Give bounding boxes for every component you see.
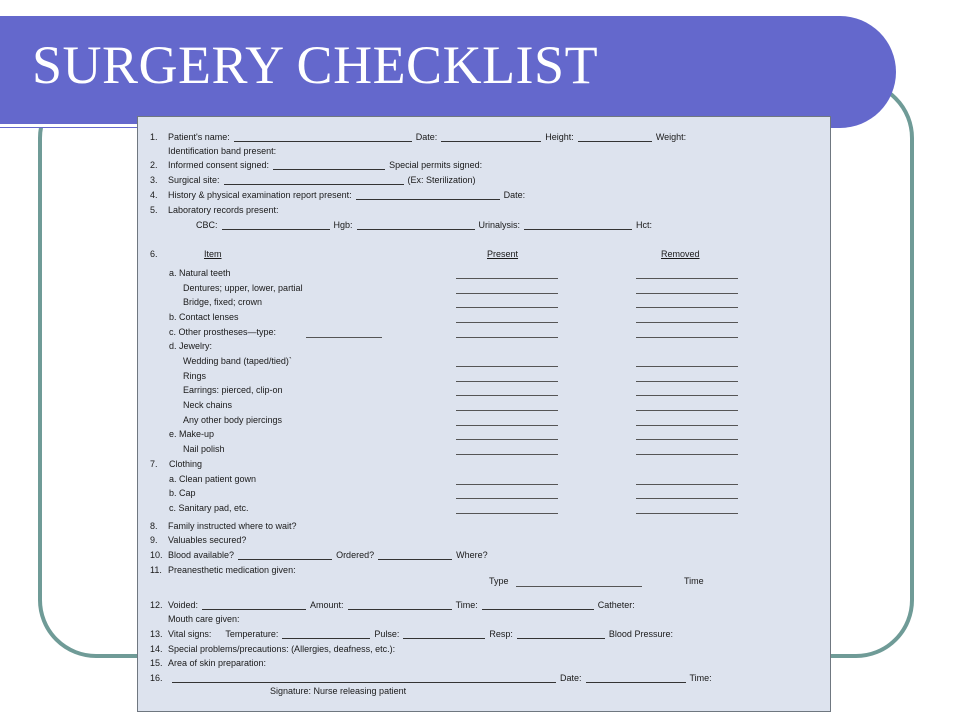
patient-name-field[interactable] — [234, 132, 412, 142]
removed-field[interactable] — [636, 454, 738, 455]
removed-field[interactable] — [636, 439, 738, 440]
urinalysis-field[interactable] — [524, 220, 632, 230]
item-label: b. Cap — [169, 488, 196, 498]
item-label: Any other body piercings — [183, 415, 283, 425]
present-field[interactable] — [456, 484, 558, 485]
site-field[interactable] — [224, 175, 404, 185]
row-vitals: 13. Vital signs: Temperature: Pulse: Resp: Blood Pressure: — [150, 629, 673, 639]
blood-field[interactable] — [238, 550, 332, 560]
checklist-form: 1. Patient's name: Date: Height: Weight: Identification band present: 2. Informed consent signed: Special permits signed: 3. Surgical site: (Ex: Sterilization) 4. History & physical examination report present: Date: 5. Laboratory records present: CBC: Hgb: Urinalysis: Hct: 6. Item Present Removed a. Natural teeth Dentures; upper, lower, partial Bridge, fixed; crown b. Contact lenses c. Other prostheses—type: d. Jewelry: Wedding band (taped/tied)` Rings Earrings: pierced, clip-on Neck chains Any other body piercings e. Make-up Nail polish 7. Clothing a. Clean patient gown b. Cap c. Sanitary pad, etc. 8. Family instructed where to wait? 9. Valuables secured? 10. Blood available? Ordered? Where? 11. Preanesthetic medication given: Type Time 12. Voided: Amount: Time: Catheter: Mouth care given: 13. Vital signs: Temperature: Pulse: Resp: Blood Pressure: 14. Special problems/precautions: (Allergies, deafness, etc.): 15. Area of skin preparation: 16. Date: Time: Signature: Nurse releasing patient — [137, 116, 831, 712]
item-label: Nail polish — [183, 444, 225, 454]
removed-field[interactable] — [636, 498, 738, 499]
present-field[interactable] — [456, 307, 558, 308]
cbc-field[interactable] — [222, 220, 330, 230]
item-label: a. Natural teeth — [169, 268, 231, 278]
removed-field[interactable] — [636, 366, 738, 367]
ordered-field[interactable] — [378, 550, 452, 560]
voided-field[interactable] — [202, 600, 306, 610]
row-preanesthetic: 11. Preanesthetic medication given: — [150, 565, 296, 575]
row-problems: 14. Special problems/precautions: (Allergies, deafness, etc.): — [150, 644, 396, 654]
date-field[interactable] — [441, 132, 541, 142]
banner-divider — [0, 124, 140, 127]
pulse-field[interactable] — [403, 629, 485, 639]
removed-header: Removed — [661, 249, 700, 259]
patient-name-label: Patient's name: — [168, 132, 230, 142]
resp-field[interactable] — [517, 629, 605, 639]
item-header: Item — [204, 249, 222, 259]
row-lab-values: CBC: Hgb: Urinalysis: Hct: — [196, 220, 653, 230]
item-label: c. Other prostheses—type: — [169, 327, 277, 337]
item-label: Bridge, fixed; crown — [183, 297, 263, 307]
removed-field[interactable] — [636, 395, 738, 396]
removed-field[interactable] — [636, 513, 738, 514]
height-field[interactable] — [578, 132, 652, 142]
item-label: e. Make-up — [169, 429, 215, 439]
slide-title: SURGERY CHECKLIST — [32, 35, 599, 95]
item-label: Neck chains — [183, 400, 233, 410]
row-history: 4. History & physical examination report present: Date: — [150, 190, 526, 200]
present-field[interactable] — [456, 410, 558, 411]
row-skin-prep: 15. Area of skin preparation: — [150, 658, 267, 668]
present-field[interactable] — [456, 425, 558, 426]
present-field[interactable] — [456, 293, 558, 294]
row-blood: 10. Blood available? Ordered? Where? — [150, 550, 488, 560]
row-patient: 1. Patient's name: Date: Height: Weight: — [150, 132, 687, 142]
amount-field[interactable] — [348, 600, 452, 610]
signature-field[interactable] — [172, 673, 556, 683]
consent-field[interactable] — [273, 160, 385, 170]
row-lab: 5. Laboratory records present: — [150, 205, 279, 215]
row-signature: 16. Date: Time: — [150, 673, 712, 683]
present-header: Present — [487, 249, 519, 259]
release-date-field[interactable] — [586, 673, 686, 683]
item-label: Earrings: pierced, clip-on — [183, 385, 283, 395]
item-label: Dentures; upper, lower, partial — [183, 283, 303, 293]
removed-field[interactable] — [636, 322, 738, 323]
prostheses-type-field[interactable] — [306, 337, 382, 338]
removed-field[interactable] — [636, 381, 738, 382]
present-field[interactable] — [456, 439, 558, 440]
height-label: Height: — [545, 132, 574, 142]
signature-caption: Signature: Nurse releasing patient — [270, 686, 407, 696]
present-field[interactable] — [456, 498, 558, 499]
removed-field[interactable] — [636, 337, 738, 338]
present-field[interactable] — [456, 395, 558, 396]
history-field[interactable] — [356, 190, 500, 200]
row-id-band: Identification band present: — [168, 146, 277, 156]
removed-field[interactable] — [636, 278, 738, 279]
row-voided: 12. Voided: Amount: Time: Catheter: — [150, 600, 635, 610]
item-label: Rings — [183, 371, 207, 381]
medication-type-field[interactable] — [516, 586, 642, 587]
removed-field[interactable] — [636, 425, 738, 426]
present-field[interactable] — [456, 381, 558, 382]
row-consent: 2. Informed consent signed: Special permits signed: — [150, 160, 483, 170]
temperature-field[interactable] — [282, 629, 370, 639]
item-label: Clothing — [169, 459, 203, 469]
row-site: 3. Surgical site: (Ex: Sterilization) — [150, 175, 476, 185]
voided-time-field[interactable] — [482, 600, 594, 610]
removed-field[interactable] — [636, 293, 738, 294]
date-label: Date: — [415, 132, 438, 142]
row-family: 8. Family instructed where to wait? — [150, 521, 297, 531]
weight-label: Weight: — [655, 132, 687, 142]
item-label: a. Clean patient gown — [169, 474, 257, 484]
present-field[interactable] — [456, 454, 558, 455]
item-label: d. Jewelry: — [169, 341, 213, 351]
item-label: b. Contact lenses — [169, 312, 239, 322]
hgb-field[interactable] — [357, 220, 475, 230]
item-label: Wedding band (taped/tied)` — [183, 356, 292, 366]
present-field[interactable] — [456, 322, 558, 323]
item-label: c. Sanitary pad, etc. — [169, 503, 249, 513]
row-valuables: 9. Valuables secured? — [150, 535, 247, 545]
removed-field[interactable] — [636, 484, 738, 485]
row-mouth: Mouth care given: — [168, 614, 240, 624]
removed-field[interactable] — [636, 307, 738, 308]
removed-field[interactable] — [636, 410, 738, 411]
present-field[interactable] — [456, 513, 558, 514]
present-field[interactable] — [456, 278, 558, 279]
present-field[interactable] — [456, 337, 558, 338]
present-field[interactable] — [456, 366, 558, 367]
